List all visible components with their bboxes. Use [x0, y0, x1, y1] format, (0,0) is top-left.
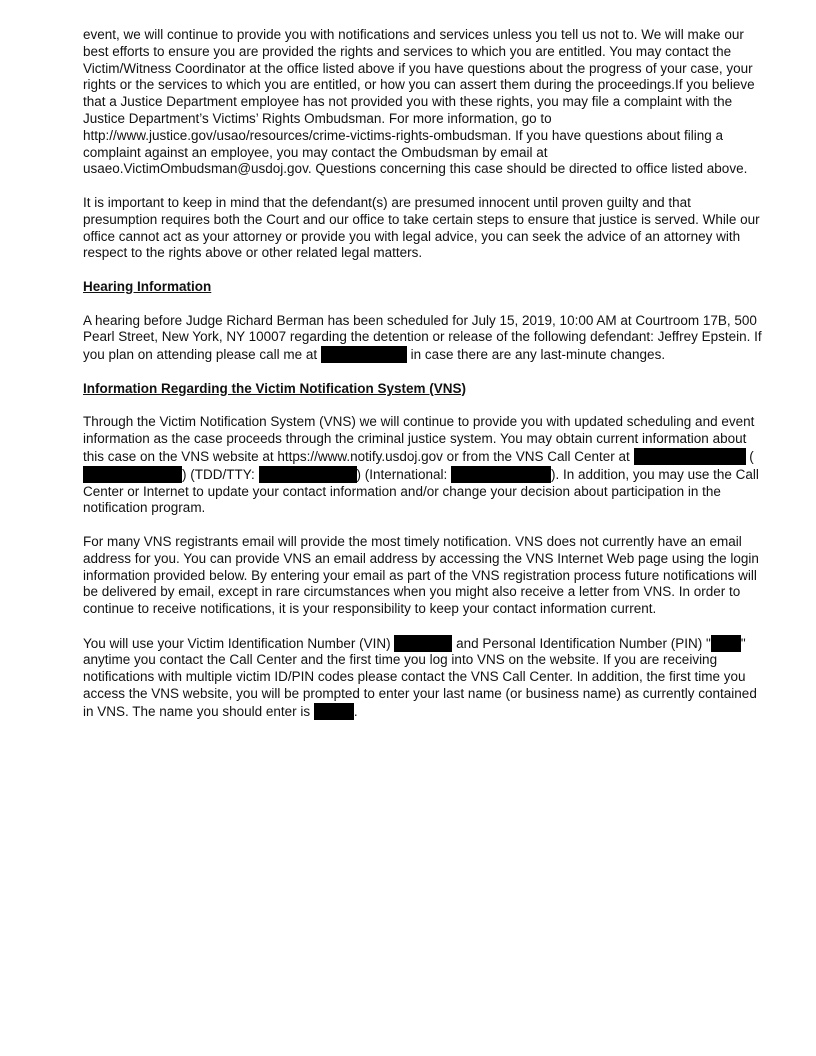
- vns-text: and Personal Identification Number (PIN) ": [452, 635, 711, 651]
- hearing-text: A hearing before Judge Richard Berman has been scheduled for July 15, 2019, 10:00 AM at Courtroom 17B, 500 Pearl Street, New York, NY 10007 regarding the detention or release of the following defendant: Jeffrey Epstein. If you plan on attending please call me at: [83, 312, 762, 363]
- vns-paragraph-2: For many VNS registrants email will provide the most timely notification. VNS does not currently have an email address for you. You can provide VNS an email address by accessing the VNS Internet Web page using the login information provided below. By entering your email as part of the VNS registration process future notifications will be delivered by email, except in rare circumstances when you might also receive a letter from VNS. In order to continue to receive notifications, it is your responsibility to keep your contact information current.: [83, 533, 759, 617]
- vns-paragraph-1: [83, 414, 768, 517]
- redacted-vin: [394, 635, 452, 652]
- vns-text: (: [745, 448, 754, 464]
- hearing-heading: Hearing Information: [83, 278, 212, 294]
- vns-text: You will use your Victim Identification Number (VIN): [83, 635, 395, 651]
- hearing-paragraph: [83, 313, 768, 364]
- vns-paragraph-3: [83, 635, 768, 721]
- redacted-pin: [711, 635, 741, 652]
- redacted-call-center-alt-number: [83, 466, 182, 483]
- presumption-paragraph: It is important to keep in mind that the defendant(s) are presumed innocent until proven guilty and that presumption requires both the Court and our office to take certain steps to ensure that justice is served. While our office cannot act as your attorney or provide you with legal advice, you can seek the advice of an attorney with respect to the rights above or other related legal matters.: [83, 194, 760, 261]
- vns-text: ) (International:: [356, 466, 452, 482]
- letter-page: [83, 27, 768, 721]
- redacted-call-center-number: [634, 448, 746, 465]
- redacted-international-number: [451, 466, 551, 483]
- vns-text: " anytime you contact the Call Center and the first time you log into VNS on the website. If you are receiving notifications with multiple victim ID/PIN codes please contact the VNS Call Center. In addition, the first time you access the VNS website, you will be prompted to enter your last name (or business name) as currently contained in VNS. The name you should enter is: [83, 635, 757, 719]
- redacted-name: [314, 703, 354, 720]
- vns-text: Through the Victim Notification System (VNS) we will continue to provide you with updated scheduling and event information as the case proceeds through the criminal justice system. You may obtain current information about this case on the VNS website at https://www.notify.usdoj.gov or from the VNS Call Center at: [83, 414, 755, 464]
- vns-text: ) (TDD/TTY:: [182, 466, 259, 482]
- vns-heading: Information Regarding the Victim Notification System (VNS): [83, 380, 467, 396]
- hearing-text-end: in case there are any last-minute changes.: [406, 347, 666, 363]
- vns-text: .: [353, 703, 358, 719]
- redacted-phone: [321, 346, 407, 363]
- vns-text: ). In addition, you may use the Call Center or Internet to update your contact information and/or change your decision about participation in the notification program.: [83, 466, 759, 516]
- rights-paragraph: event, we will continue to provide you with notifications and services unless you tell us not to. We will make our best efforts to ensure you are provided the rights and services to which you are entitled. You may contact the Victim/Witness Coordinator at the office listed above if you have questions about the progress of your case, your rights or the services to which you are entitled, or how you can assert them during the proceedings.If you believe that a Justice Department employee has not provided you with these rights, you may file a complaint with the Justice Department’s Victims’ Rights Ombudsman. For more information, go to http://www.justice.gov/usao/resources/crime-victims-rights-ombudsman. If you have questions about filing a complaint against an employee, you may contact the Ombudsman by email at usaeo.VictimOmbudsman@usdoj.gov. Questions concerning this case should be directed to office listed above.: [83, 27, 755, 177]
- redacted-tdd-number: [259, 466, 357, 483]
